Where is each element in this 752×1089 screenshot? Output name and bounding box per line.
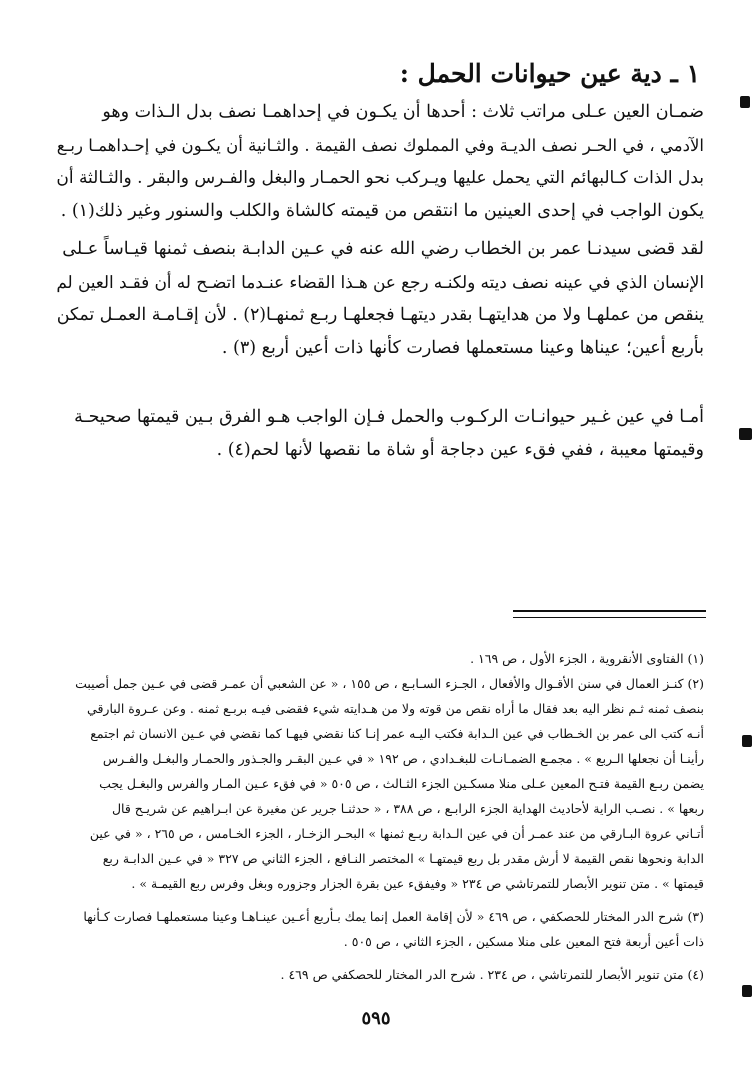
section-heading: ١ ـ دية عين حيوانات الحمل :: [399, 59, 700, 88]
footnote-line: الدابة ونحوها نقص القيمة لا أرش مقدر بل ربع قيمتهـا » المختصر النـافع ، الجزء الثاني ص ٣٢٧ « في عـين الدابـة ربع: [102, 851, 704, 866]
footnote-2: [44, 671, 704, 896]
footnote-1: [44, 646, 704, 671]
footnote-line: ذات أعين أربعة فتح المعين على منلا مسكين ، الجزء الثاني ، ص ٥٠٥ .: [343, 934, 704, 949]
text-line: الآدمي ، في الحـر نصف الديـة وفي المملوك نصف القيمة . والثـانية أن يكـون في إحـداهمـا ربـع: [56, 136, 704, 155]
footnote-line: يضمن ربـع القيمة فتـح المعين عـلى منلا مسكـين الجزء الثـالث ، ص ٥٠٥ « في فقء عـين المـار والفرس والبغـل يجب: [99, 776, 704, 791]
scan-edge-mark: [742, 985, 752, 997]
footnote-line: قيمتها » . متن تنوير الأبصار للتمرتاشي ص ٢٣٤ « وفيفقء عين بقرة الجزار وجزوره وبغل وفرس ربع القيمـة » .: [131, 876, 704, 891]
footnote-line: (٢) كنـز العمال في سنن الأقـوال والأفعال ، الجـزء السـابـع ، ص ١٥٥ ، « عن الشعبي أن عمـر قضى في عـين جمل أصيبت: [75, 676, 704, 691]
scan-edge-mark: [740, 96, 750, 108]
scan-edge-mark: [739, 428, 752, 440]
paragraph-3: [49, 401, 704, 467]
footnote-4: [44, 962, 704, 987]
paragraph-1: [49, 96, 704, 228]
footnote-separator-thin: [513, 617, 706, 618]
footnote-line: أتـاني عروة البـارقي من عند عمـر أن في عين الـدابة ربـع ثمنها » البحـر الزخـار ، الجزء الخـامس ، ص ٢٦٥ ، « في عين: [89, 826, 704, 841]
text-line: بأربع أعين؛ عيناها وعينا مستعملها فصارت كأنها ذات أعين أربع (٣) .: [221, 338, 704, 358]
text-line: يكون الواجب في إحدى العينين ما انتقص من قيمته كالشاة والكلب والسنور وغير ذلك(١) .: [60, 201, 704, 221]
footnote-line: بنصف ثمنه ثـم نظر اليه بعد فقال ما أراه نقص من قوته ولا من هـدايته شيء فقضى فيـه بربـع ثمنه . وعن عـروة البارقي: [87, 701, 704, 716]
footnote-line: ربعها » . نصـب الراية لأحاديث الهداية الجزء الرابـع ، ص ٣٨٨ ، « حدثنـا جرير عن مغيرة عن ابـراهيم عن شريـح قال: [111, 801, 704, 816]
footnote-separator: [513, 610, 706, 612]
text-line: لقد قضى سيدنـا عمر بن الخطاب رضي الله عنه في عـين الدابـة بنصف ثمنها قيـاساً عـلى: [62, 239, 704, 259]
footnote-line: رأينـا أن نجعلها الـربع » . مجمـع الضمـانـات للبغـدادي ، ص ١٩٢ « في عـين البقـر والجـذور والحمـار والبغـل والفـرس: [102, 751, 704, 766]
text-line: ينقص من عملهـا ولا من هدايتهـا بقدر ديتهـا فجعلهـا ربـع ثمنهـا(٢) . لأن إقـامـة العمـل تمكن: [56, 305, 704, 325]
footnote-line: (٣) شرح الدر المختار للحصكفي ، ص ٤٦٩ « لأن إقامة العمل إنما يمك بـأربع أعـين عينـاهـا وعينا مستعملهـا فصارت كـأنها: [83, 909, 704, 924]
footnote-line: (٤) متن تنوير الأبصار للتمرتاشي ، ص ٢٣٤ . شرح الدر المختار للحصكفي ص ٤٦٩ .: [280, 967, 704, 982]
text-line: ضمـان العين عـلى مراتب ثلاث : أحدها أن يكـون في إحداهمـا نصف بدل الـذات وهو: [102, 102, 704, 122]
footnote-line: (١) الفتاوى الأنقروية ، الجزء الأول ، ص ١٦٩ .: [470, 651, 704, 666]
text-line: بدل الذات كـالبهائم التي يحمل عليها ويـركب نحو الحمـار والبغل والفـرس والبقر . والثـالثة أن: [56, 168, 704, 188]
text-line: الإنسان الذي في عينه نصف ديته ولكنـه رجع عن هـذا القضاء عنـدما اتضـح له أن فقـد العين لم: [56, 272, 704, 292]
page-number: ٥٩٥: [361, 1008, 391, 1029]
footnote-3: [44, 904, 704, 954]
paragraph-2: [49, 233, 704, 365]
text-line: وقيمتها معيبة ، ففي فقء عين دجاجة أو شاة ما نقصها لأنها لحم(٤) .: [216, 440, 704, 460]
text-line: أمـا في عين غـير حيوانـات الركـوب والحمل فـإن الواجب هـو الفرق بـين قيمتها صحيحـة: [74, 407, 704, 427]
footnote-line: أنـه كتب الى عمر بن الخـطاب في عين الـدابة فكتب اليـه عمر إنـا كنا نقضي فيهـا كما نقضي في عـين الانسان ثم اجتمع: [90, 726, 704, 741]
scan-edge-mark: [742, 735, 752, 747]
